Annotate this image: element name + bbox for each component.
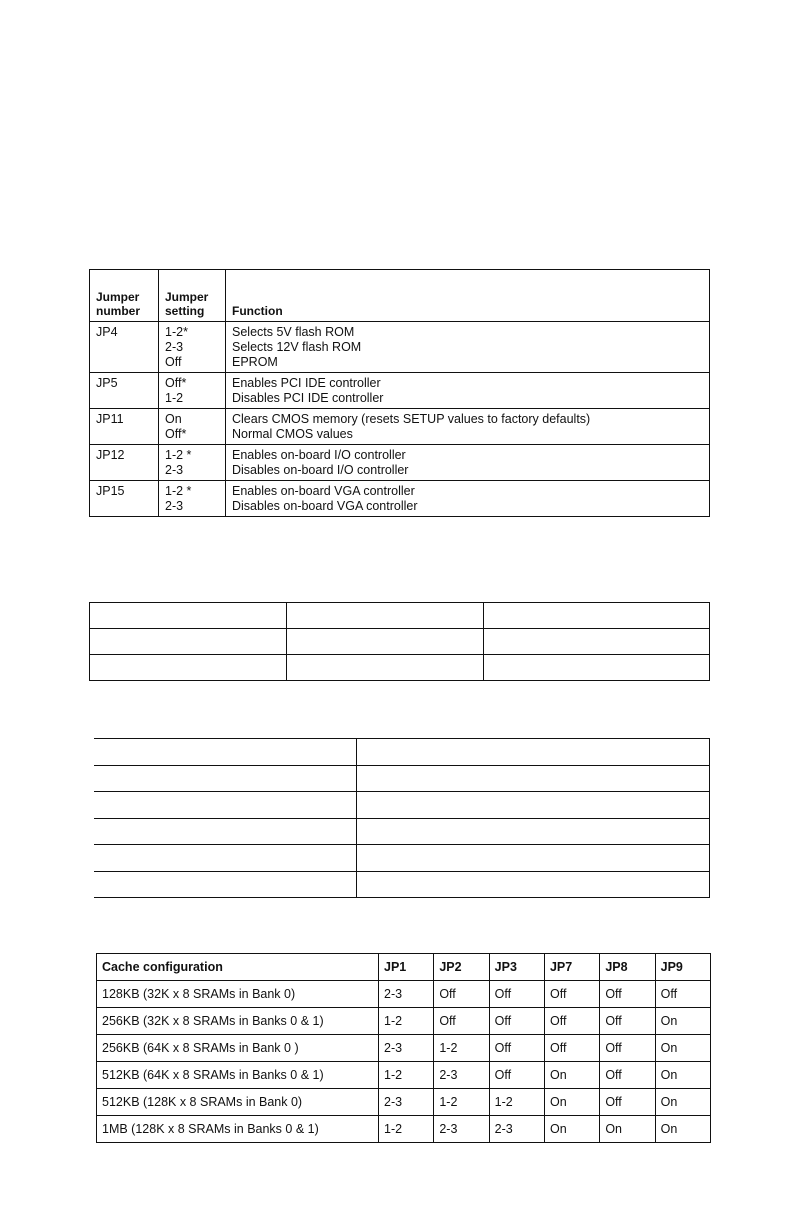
blank-cell [94,871,357,898]
jp3-value: Off [489,981,544,1008]
cache-config: 512KB (64K x 8 SRAMs in Banks 0 & 1) [97,1062,379,1089]
jp9-value: Off [655,981,710,1008]
blank-cell [357,871,710,898]
blank-cell [90,655,287,681]
jp3-value: Off [489,1035,544,1062]
jp8-value: Off [600,981,655,1008]
blank-grid-table-2 [94,738,710,898]
cache-row [97,1008,711,1035]
blank-cell [357,845,710,872]
jp2-value: Off [434,981,489,1008]
jp3-value: 1-2 [489,1089,544,1116]
jumper-number: JP12 [90,445,159,481]
jumper-function: Selects 5V flash ROM Selects 12V flash ROM EPROM [226,322,710,373]
cache-config: 512KB (128K x 8 SRAMs in Bank 0) [97,1089,379,1116]
jp7-value: Off [544,981,599,1008]
blank-cell [357,818,710,845]
jp9-value: On [655,1062,710,1089]
cache-row [97,1116,711,1143]
jp9-value: On [655,1116,710,1143]
blank-cell [287,603,484,629]
jumper-setting: 1-2 * 2-3 [159,445,226,481]
jp9-value: On [655,1035,710,1062]
cache-row [97,1089,711,1116]
jp3-value: Off [489,1008,544,1035]
jp2-value: 2-3 [434,1062,489,1089]
jp3-value: Off [489,1062,544,1089]
jumper-function: Clears CMOS memory (resets SETUP values to factory defaults) Normal CMOS values [226,409,710,445]
header-jp3: JP3 [489,954,544,981]
cache-config: 256KB (64K x 8 SRAMs in Bank 0 ) [97,1035,379,1062]
jumper-setting: Off* 1-2 [159,373,226,409]
blank-cell [357,739,710,766]
cache-configuration-table [96,953,711,1143]
blank-cell [287,629,484,655]
blank-row [94,818,710,845]
header-jp7: JP7 [544,954,599,981]
cache-row [97,1035,711,1062]
blank-row [94,739,710,766]
jp1-value: 2-3 [379,1089,434,1116]
blank-row [94,792,710,819]
jp1-value: 1-2 [379,1062,434,1089]
jp7-value: On [544,1062,599,1089]
blank-cell [94,818,357,845]
blank-cell [94,765,357,792]
header-jp1: JP1 [379,954,434,981]
jumper-row-jp4 [90,322,710,373]
jp7-value: Off [544,1035,599,1062]
jp2-value: 2-3 [434,1116,489,1143]
blank-row [90,603,710,629]
cache-config: 1MB (128K x 8 SRAMs in Banks 0 & 1) [97,1116,379,1143]
header-jumper-number: Jumper number [90,270,159,322]
jumper-setting: 1-2 * 2-3 [159,481,226,517]
jumper-row-jp5 [90,373,710,409]
blank-cell [484,629,710,655]
cache-config: 128KB (32K x 8 SRAMs in Bank 0) [97,981,379,1008]
jp2-value: Off [434,1008,489,1035]
jumper-function: Enables on-board VGA controller Disables on-board VGA controller [226,481,710,517]
jumper-row-jp12 [90,445,710,481]
jp7-value: Off [544,1008,599,1035]
jumper-number: JP15 [90,481,159,517]
header-function: Function [226,270,710,322]
jp3-value: 2-3 [489,1116,544,1143]
jumper-function: Enables PCI IDE controller Disables PCI IDE controller [226,373,710,409]
blank-cell [90,603,287,629]
jp8-value: Off [600,1062,655,1089]
jumper-settings-table [89,269,710,517]
jumper-row-jp15 [90,481,710,517]
blank-cell [94,792,357,819]
header-cache-configuration: Cache configuration [97,954,379,981]
blank-row [94,871,710,898]
blank-cell [357,792,710,819]
blank-cell [484,603,710,629]
jumper-table-header [90,270,710,322]
header-jp2: JP2 [434,954,489,981]
jumper-number: JP4 [90,322,159,373]
jp2-value: 1-2 [434,1035,489,1062]
jp8-value: Off [600,1008,655,1035]
jumper-row-jp11 [90,409,710,445]
blank-row [94,845,710,872]
cache-row [97,1062,711,1089]
jp9-value: On [655,1008,710,1035]
jp7-value: On [544,1116,599,1143]
blank-row [90,629,710,655]
blank-cell [287,655,484,681]
jumper-number: JP11 [90,409,159,445]
blank-cell [94,739,357,766]
blank-cell [90,629,287,655]
jumper-function: Enables on-board I/O controller Disables on-board I/O controller [226,445,710,481]
jp8-value: Off [600,1089,655,1116]
jp8-value: On [600,1116,655,1143]
cache-table-header [97,954,711,981]
jp7-value: On [544,1089,599,1116]
blank-row [94,765,710,792]
jumper-number: JP5 [90,373,159,409]
header-jumper-setting: Jumper setting [159,270,226,322]
header-jp9: JP9 [655,954,710,981]
cache-row [97,981,711,1008]
jp1-value: 1-2 [379,1008,434,1035]
jp1-value: 1-2 [379,1116,434,1143]
cache-config: 256KB (32K x 8 SRAMs in Banks 0 & 1) [97,1008,379,1035]
jp2-value: 1-2 [434,1089,489,1116]
jp1-value: 2-3 [379,981,434,1008]
blank-grid-table-1 [89,602,710,681]
jumper-setting: 1-2* 2-3 Off [159,322,226,373]
header-jp8: JP8 [600,954,655,981]
blank-cell [94,845,357,872]
blank-cell [484,655,710,681]
jp9-value: On [655,1089,710,1116]
blank-row [90,655,710,681]
blank-cell [357,765,710,792]
jumper-setting: On Off* [159,409,226,445]
jp8-value: Off [600,1035,655,1062]
jp1-value: 2-3 [379,1035,434,1062]
